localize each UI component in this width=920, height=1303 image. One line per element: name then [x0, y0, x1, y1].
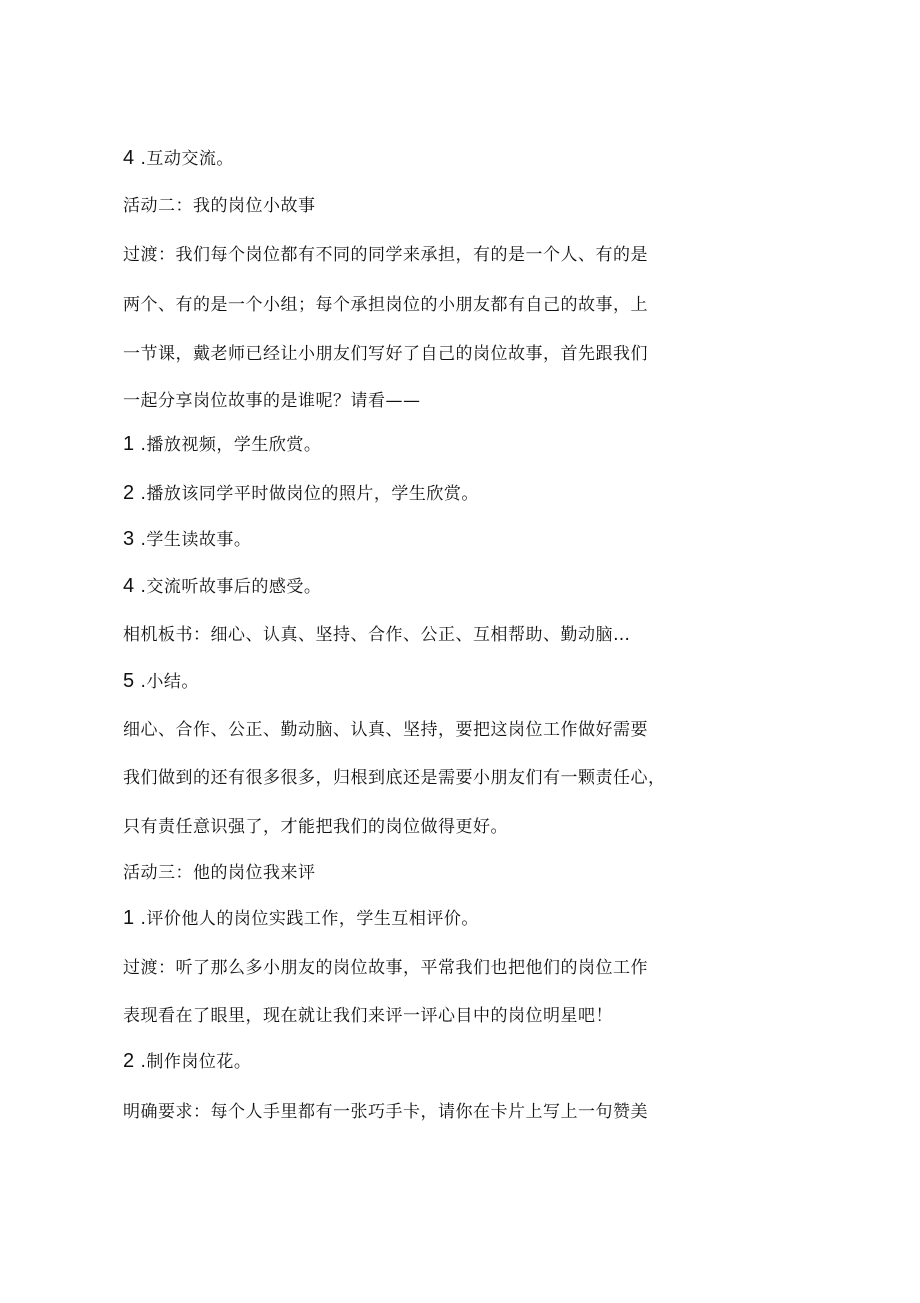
line-text: 过渡：我们每个岗位都有不同的同学来承担，有的是一个人、有的是	[123, 245, 648, 265]
line-text: 表现看在了眼里，现在就让我们来评一评心目中的岗位明星吧！	[123, 1006, 613, 1026]
list-number: 1	[123, 907, 135, 929]
line-text: 一节课，戴老师已经让小朋友们写好了自己的岗位故事，首先跟我们	[123, 344, 648, 364]
list-number: 3	[123, 528, 135, 550]
line-text: .学生读故事。	[134, 530, 252, 550]
line-text: .播放视频，学生欣赏。	[134, 435, 322, 455]
list-number: 5	[123, 670, 135, 692]
list-item	[123, 575, 321, 598]
list-number: 2	[123, 482, 135, 504]
list-number: 4	[123, 147, 135, 169]
list-item	[123, 670, 199, 693]
line-text: 过渡：听了那么多小朋友的岗位故事，平常我们也把他们的岗位工作	[123, 958, 648, 978]
list-item	[123, 482, 479, 505]
text-line	[123, 1100, 648, 1123]
line-text: .播放该同学平时做岗位的照片，学生欣赏。	[134, 484, 479, 504]
line-text: 活动三：他的岗位我来评	[123, 863, 316, 883]
text-line	[123, 293, 648, 316]
text-line	[123, 766, 666, 789]
text-line	[123, 147, 234, 170]
line-text: 明确要求：每个人手里都有一张巧手卡，请你在卡片上写上一句赞美	[123, 1102, 648, 1122]
text-line	[123, 1004, 613, 1027]
text-line	[123, 623, 631, 646]
list-item	[123, 907, 479, 930]
list-number: 2	[123, 1050, 135, 1072]
text-line	[123, 342, 648, 365]
text-line	[123, 956, 648, 979]
line-text: 两个、有的是一个小组；每个承担岗位的小朋友都有自己的故事，上	[123, 295, 648, 315]
line-text: 一起分享岗位故事的是谁呢？请看——	[123, 391, 421, 411]
section-heading	[123, 861, 316, 884]
line-text: .评价他人的岗位实践工作，学生互相评价。	[134, 909, 479, 929]
text-line	[123, 815, 508, 838]
line-text: .制作岗位花。	[134, 1052, 252, 1072]
text-line	[123, 389, 421, 412]
line-text: 相机板书：细心、认真、坚持、合作、公正、互相帮助、勤动脑…	[123, 625, 631, 645]
text-line	[123, 243, 648, 266]
list-item	[123, 1050, 251, 1073]
section-heading	[123, 194, 316, 217]
list-item	[123, 433, 321, 456]
list-item	[123, 528, 251, 551]
list-number: 4	[123, 575, 135, 597]
line-text: 活动二：我的岗位小故事	[123, 196, 316, 216]
line-text: .交流听故事后的感受。	[134, 577, 322, 597]
line-text: .小结。	[134, 672, 199, 692]
line-text: .互动交流。	[134, 149, 234, 169]
list-number: 1	[123, 433, 135, 455]
line-text: 我们做到的还有很多很多，归根到底还是需要小朋友们有一颗责任心，	[123, 768, 666, 788]
line-text: 细心、合作、公正、勤动脑、认真、坚持，要把这岗位工作做好需要	[123, 720, 648, 740]
text-line	[123, 718, 648, 741]
line-text: 只有责任意识强了，才能把我们的岗位做得更好。	[123, 817, 508, 837]
